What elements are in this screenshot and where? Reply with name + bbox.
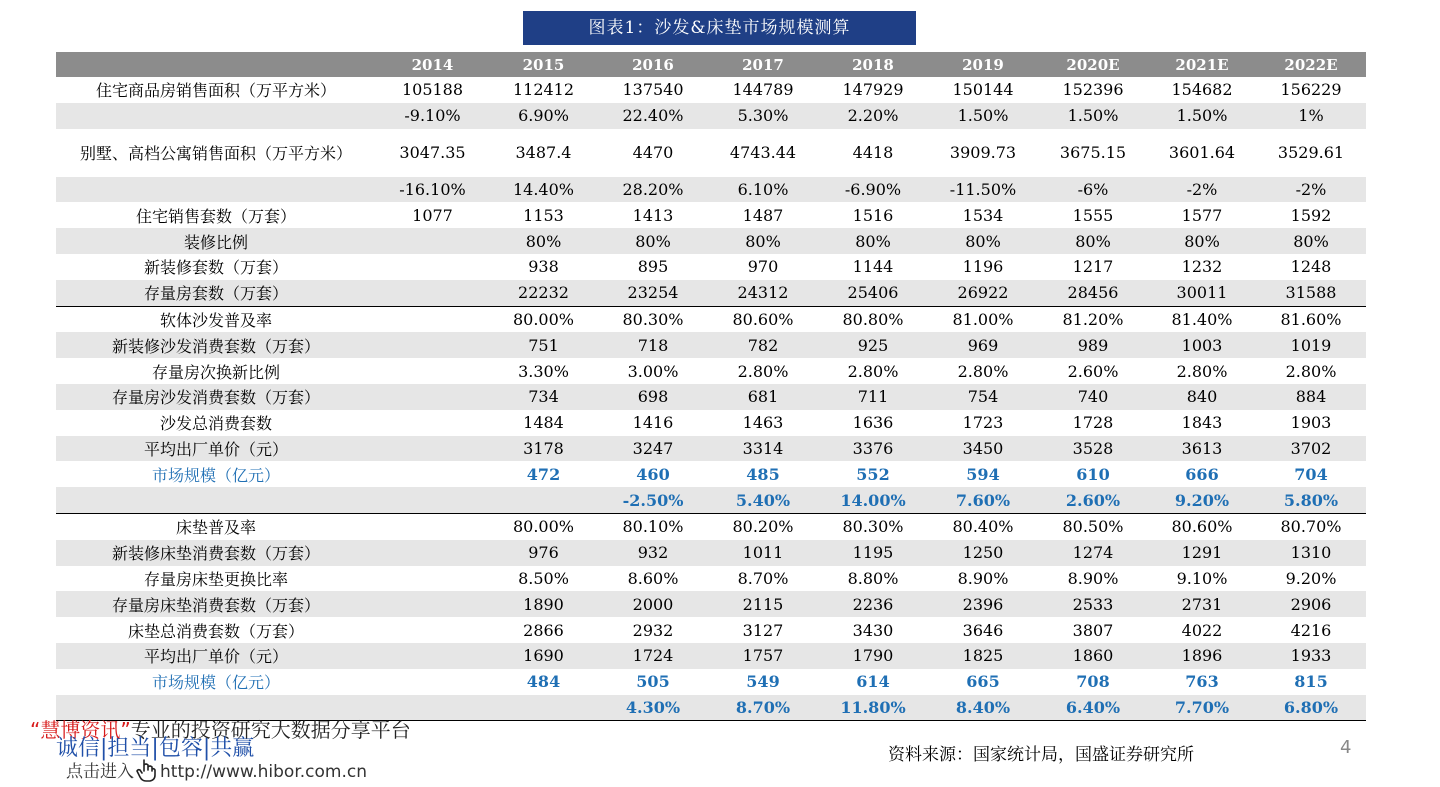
table-row (56, 513, 1366, 539)
table-cell: 8.90% (1067, 568, 1119, 588)
table-row (56, 306, 1366, 332)
table-cell: 8.70% (737, 568, 789, 588)
table-cell: 2932 (632, 620, 674, 640)
table-cell: 3613 (1148, 436, 1256, 462)
table-cell: 840 (1148, 384, 1256, 410)
table-cell: 763 (1185, 672, 1219, 692)
table-cell: 1413 (632, 205, 674, 225)
header-row (56, 52, 1366, 77)
table-cell: 3601.64 (1168, 143, 1236, 163)
table-cell: 112412 (512, 80, 575, 100)
table-cell: 6.40% (1038, 695, 1148, 721)
table-cell: 754 (928, 384, 1038, 410)
table-cell: 485 (746, 464, 780, 484)
table-cell: 895 (637, 257, 669, 277)
table-cell: 3127 (742, 620, 784, 640)
table-cell: 1153 (523, 205, 564, 225)
table-cell: 2.80% (1176, 361, 1228, 381)
table-cell: 472 (526, 464, 561, 484)
watermark-motto: 诚信|担当|包容|共赢 (56, 736, 255, 761)
table-cell: 3450 (928, 436, 1038, 462)
header-cell: 2018 (818, 52, 928, 77)
table-cell: 4470 (632, 143, 674, 163)
table-cell: 3430 (852, 620, 894, 640)
table-row (56, 566, 1366, 592)
table-cell: 1825 (928, 643, 1038, 669)
table-cell: -11.50% (928, 177, 1038, 203)
table-cell: 80% (928, 228, 1038, 254)
table-cell (376, 540, 489, 566)
row-label: 新装修沙发消费套数（万套） (56, 332, 376, 358)
table-cell: 8.70% (708, 695, 818, 721)
table-cell: 80% (1148, 228, 1256, 254)
table-cell: 3487.4 (515, 143, 572, 163)
table-cell: 28.20% (598, 177, 708, 203)
table-cell: 6.90% (489, 103, 598, 129)
table-cell: 1896 (1148, 643, 1256, 669)
table-cell (376, 513, 489, 539)
table-cell: 14.00% (818, 487, 928, 513)
table-cell: 549 (746, 672, 780, 692)
table-cell: 80% (1038, 228, 1148, 254)
table-cell: 144789 (732, 80, 794, 100)
table-cell: 80.60% (1148, 513, 1256, 539)
row-label (56, 103, 376, 129)
table-cell (376, 306, 489, 332)
table-cell: 1195 (818, 540, 928, 566)
table-cell: 1933 (1256, 643, 1366, 669)
table-row (56, 103, 1366, 129)
table-cell: 80.50% (1038, 513, 1148, 539)
table-cell: 976 (489, 540, 598, 566)
table-cell: 1.50% (1038, 103, 1148, 129)
table-cell: -6% (1038, 177, 1148, 203)
table-cell: 80.00% (489, 513, 598, 539)
table-cell: -9.10% (376, 103, 489, 129)
header-cell: 2022E (1256, 52, 1366, 77)
row-label: 平均出厂单价（元） (56, 436, 376, 462)
row-label: 新装修套数（万套） (143, 258, 288, 278)
row-label: 新装修床垫消费套数（万套） (56, 540, 376, 566)
table-cell: 751 (489, 332, 598, 358)
table-cell (489, 487, 598, 513)
table-cell: 614 (856, 672, 890, 692)
table-cell: 4.30% (598, 695, 708, 721)
table-cell: 698 (598, 384, 708, 410)
table-cell: 105188 (401, 80, 464, 100)
table-cell: 4216 (1290, 620, 1332, 640)
table-cell (376, 332, 489, 358)
table-cell: 3047.35 (399, 143, 466, 163)
table-cell: 23254 (598, 280, 708, 306)
row-label: 住宅销售套数（万套） (135, 206, 296, 226)
table-cell: 9.20% (1285, 568, 1337, 588)
table-cell: 2.80% (1285, 361, 1337, 381)
table-cell (376, 591, 489, 617)
table-cell: -2.50% (598, 487, 708, 513)
table-cell (376, 228, 489, 254)
table-cell: 147929 (842, 80, 904, 100)
header-cell: 2020E (1038, 52, 1148, 77)
table-cell: 22.40% (598, 103, 708, 129)
watermark-enter-text: 点击进入 (66, 762, 134, 782)
table-cell: 5.40% (708, 487, 818, 513)
table-cell: 4418 (852, 143, 894, 163)
table-cell: -2% (1148, 177, 1256, 203)
table-cell: 8.50% (518, 568, 569, 588)
table-cell: 25406 (818, 280, 928, 306)
table-cell (376, 669, 489, 695)
table-cell: 3675.15 (1059, 143, 1127, 163)
row-label: 沙发总消费套数 (159, 414, 272, 434)
table-row (56, 643, 1366, 669)
table-cell: 1217 (1072, 257, 1114, 277)
table-cell: 156229 (1280, 80, 1342, 100)
table-cell: 80% (489, 228, 598, 254)
table-cell: 3376 (818, 436, 928, 462)
table-cell: 30011 (1148, 280, 1256, 306)
table-row (56, 436, 1366, 462)
header-cell: 2014 (376, 52, 489, 77)
table-cell: 666 (1185, 464, 1219, 484)
watermark-brand: “慧博资讯” (30, 718, 131, 742)
table-cell: 137540 (622, 80, 684, 100)
table-cell: -2% (1256, 177, 1366, 203)
table-cell: 782 (708, 332, 818, 358)
table-cell: 969 (928, 332, 1038, 358)
table-cell: 3314 (708, 436, 818, 462)
data-source: 资料来源：国家统计局，国盛证券研究所 (888, 745, 1194, 765)
table-cell: 1463 (742, 413, 784, 433)
table-cell (376, 436, 489, 462)
row-label: 存量房套数（万套） (56, 280, 376, 306)
table-cell: 1274 (1038, 540, 1148, 566)
table-cell: 681 (708, 384, 818, 410)
table-cell: 2236 (818, 591, 928, 617)
table-cell: 1592 (1290, 205, 1332, 225)
table-cell: 740 (1038, 384, 1148, 410)
table-cell: 154682 (1171, 80, 1233, 100)
table-cell: 3529.61 (1277, 143, 1345, 163)
table-cell: 932 (598, 540, 708, 566)
table-cell: 24312 (708, 280, 818, 306)
table-cell: 505 (636, 672, 670, 692)
table-row (56, 228, 1366, 254)
table-cell: 711 (818, 384, 928, 410)
table-cell: 1724 (598, 643, 708, 669)
table-row (56, 202, 1366, 228)
table-row (56, 487, 1366, 513)
table-cell: 1636 (852, 413, 894, 433)
table-cell: 989 (1038, 332, 1148, 358)
table-cell: 3178 (489, 436, 598, 462)
table-cell: 1144 (852, 257, 894, 277)
table-cell: 80% (1256, 228, 1366, 254)
row-label (56, 177, 376, 203)
table-cell: 2866 (523, 620, 564, 640)
table-cell: 26922 (928, 280, 1038, 306)
row-label: 住宅商品房销售面积（万平方米） (95, 81, 336, 101)
table-cell: 2.20% (818, 103, 928, 129)
table-cell: 1860 (1038, 643, 1148, 669)
table-cell: 460 (636, 464, 670, 484)
table-cell: 1484 (523, 413, 564, 433)
table-cell: 970 (747, 257, 779, 277)
header-cell: 2016 (598, 52, 708, 77)
table-row (56, 358, 1366, 384)
table-cell: 1.50% (928, 103, 1038, 129)
table-row (56, 77, 1366, 103)
table-cell: 80.00% (489, 306, 598, 332)
table-cell: 1011 (708, 540, 818, 566)
table-row (56, 591, 1366, 617)
table-cell: 734 (489, 384, 598, 410)
table-cell: 594 (966, 464, 1000, 484)
header-cell: 2017 (708, 52, 818, 77)
table-row (56, 129, 1366, 177)
row-label: 存量房次换新比例 (151, 362, 280, 382)
table-cell: 81.40% (1148, 306, 1256, 332)
table-cell: 2115 (708, 591, 818, 617)
table-cell: 8.60% (627, 568, 679, 588)
table-cell: 2.80% (847, 361, 899, 381)
table-row (56, 332, 1366, 358)
row-label: 装修比例 (56, 228, 376, 254)
table-cell: 1723 (962, 413, 1004, 433)
table-cell: 22232 (489, 280, 598, 306)
table-cell: 1516 (852, 205, 894, 225)
table-cell: 718 (598, 332, 708, 358)
table-cell: 1757 (708, 643, 818, 669)
table-cell (376, 384, 489, 410)
table-cell: 1232 (1181, 257, 1223, 277)
table-row (56, 669, 1366, 695)
table-cell (376, 566, 489, 592)
table-cell: 1196 (962, 257, 1004, 277)
header-cell (56, 52, 376, 77)
table-cell: 1790 (818, 643, 928, 669)
table-cell (376, 254, 489, 280)
market-size-table (56, 52, 1366, 721)
table-cell: 80.30% (818, 513, 928, 539)
row-label (56, 487, 376, 513)
table-cell: 552 (856, 464, 890, 484)
row-label: 市场规模（亿元） (151, 673, 280, 693)
page-number: 4 (1340, 737, 1352, 758)
table-cell: 8.40% (928, 695, 1038, 721)
table-cell: 2731 (1148, 591, 1256, 617)
table-cell: 80.70% (1256, 513, 1366, 539)
table-cell: 1003 (1148, 332, 1256, 358)
table-cell: 1291 (1148, 540, 1256, 566)
table-cell: 4022 (1181, 620, 1223, 640)
table-cell (489, 695, 598, 721)
table-cell: 484 (526, 672, 561, 692)
table-cell: 2906 (1256, 591, 1366, 617)
table-cell: 708 (1076, 672, 1110, 692)
table-cell: 150144 (952, 80, 1014, 100)
header-cell: 2019 (928, 52, 1038, 77)
row-label: 存量房床垫更换比率 (143, 569, 288, 589)
table-cell: 925 (818, 332, 928, 358)
table-cell: 3909.73 (949, 143, 1017, 163)
table-cell: 81.20% (1038, 306, 1148, 332)
row-label: 别墅、高档公寓销售面积（万平方米） (79, 144, 352, 164)
table-row (56, 254, 1366, 280)
table-cell: 1577 (1181, 205, 1223, 225)
table-cell: 28456 (1038, 280, 1148, 306)
row-label: 市场规模（亿元） (151, 465, 280, 485)
table-cell: 938 (528, 257, 559, 277)
table-cell (376, 617, 489, 643)
table-cell: 81.00% (928, 306, 1038, 332)
table-cell: 1728 (1072, 413, 1114, 433)
table-cell: 2.60% (1038, 487, 1148, 513)
table-cell (376, 410, 489, 436)
table-cell: 1890 (489, 591, 598, 617)
table-cell: 80.30% (598, 306, 708, 332)
table-row (56, 617, 1366, 643)
header-cell: 2021E (1148, 52, 1256, 77)
table-cell: 1248 (1290, 257, 1332, 277)
row-label: 存量房沙发消费套数（万套） (56, 384, 376, 410)
table-cell: 5.80% (1256, 487, 1366, 513)
table-cell: 1416 (632, 413, 674, 433)
table-cell: 3528 (1038, 436, 1148, 462)
table-cell: 80.10% (598, 513, 708, 539)
table-cell: 7.60% (928, 487, 1038, 513)
table-cell: 704 (1294, 464, 1328, 484)
table-cell (376, 461, 489, 487)
table-cell: 815 (1294, 672, 1328, 692)
table-cell: 9.20% (1148, 487, 1256, 513)
table-row (56, 461, 1366, 487)
row-label: 软体沙发普及率 (56, 306, 376, 332)
table-cell: 1250 (928, 540, 1038, 566)
table-cell: 31588 (1256, 280, 1366, 306)
table-cell: 152396 (1062, 80, 1124, 100)
table-row (56, 177, 1366, 203)
table-cell: 4743.44 (729, 143, 797, 163)
table-cell: 1534 (962, 205, 1004, 225)
table-row (56, 410, 1366, 436)
table-cell: 3702 (1256, 436, 1366, 462)
table-cell: 80.60% (708, 306, 818, 332)
table-cell: 1.50% (1148, 103, 1256, 129)
table-cell: -6.90% (818, 177, 928, 203)
table-cell: 884 (1256, 384, 1366, 410)
table-row (56, 540, 1366, 566)
table-cell: 1903 (1290, 413, 1332, 433)
table-cell: 6.10% (708, 177, 818, 203)
table-cell: 2533 (1038, 591, 1148, 617)
table-cell: 1077 (412, 205, 453, 225)
table-cell: 9.10% (1176, 568, 1228, 588)
table-cell: 1310 (1256, 540, 1366, 566)
table-cell: 1487 (742, 205, 784, 225)
watermark-url[interactable]: http://www.hibor.com.cn (160, 762, 367, 782)
table-cell: 1019 (1256, 332, 1366, 358)
table-cell: 8.90% (957, 568, 1009, 588)
table-cell: 2000 (598, 591, 708, 617)
table-cell: 81.60% (1256, 306, 1366, 332)
table-row (56, 384, 1366, 410)
table-cell: 665 (966, 672, 1000, 692)
watermark-link[interactable] (66, 757, 367, 782)
row-label: 平均出厂单价（元） (56, 643, 376, 669)
table-cell: -16.10% (376, 177, 489, 203)
header-cell: 2015 (489, 52, 598, 77)
row-label: 存量房床垫消费套数（万套） (56, 591, 376, 617)
table-cell: 3646 (962, 620, 1004, 640)
table-cell (376, 280, 489, 306)
table-cell: 2.80% (957, 361, 1009, 381)
table-row (56, 280, 1366, 306)
table-cell: 1555 (1072, 205, 1114, 225)
table-cell: 3247 (598, 436, 708, 462)
table-cell: 6.80% (1256, 695, 1366, 721)
table-cell: 1843 (1181, 413, 1223, 433)
table-cell: 80.40% (928, 513, 1038, 539)
table-cell: 11.80% (818, 695, 928, 721)
table-cell: 3.00% (627, 361, 679, 381)
watermark-tagline-text: 专业的投资研究大数据分享平台 (130, 718, 411, 742)
hand-pointer-icon (136, 758, 158, 782)
table-cell: 1% (1256, 103, 1366, 129)
table-cell: 2.80% (737, 361, 789, 381)
table-cell: 610 (1076, 464, 1110, 484)
table-cell: 80% (818, 228, 928, 254)
table-cell: 3.30% (518, 361, 569, 381)
table-cell (376, 358, 489, 384)
table-cell: 1690 (489, 643, 598, 669)
table-cell (376, 487, 489, 513)
table-cell: 5.30% (708, 103, 818, 129)
table-cell: 14.40% (489, 177, 598, 203)
row-label: 床垫总消费套数（万套） (127, 621, 304, 641)
table-cell: 80.20% (708, 513, 818, 539)
table-cell (376, 643, 489, 669)
table-cell: 7.70% (1148, 695, 1256, 721)
row-label: 床垫普及率 (56, 513, 376, 539)
table-cell: 80% (598, 228, 708, 254)
table-cell: 80.80% (818, 306, 928, 332)
figure-title: 图表1：沙发&床垫市场规模测算 (523, 11, 916, 45)
table-cell: 2.60% (1067, 361, 1119, 381)
table-cell: 3807 (1072, 620, 1114, 640)
table-cell: 2396 (928, 591, 1038, 617)
table-cell: 8.80% (847, 568, 899, 588)
table-cell: 80% (708, 228, 818, 254)
